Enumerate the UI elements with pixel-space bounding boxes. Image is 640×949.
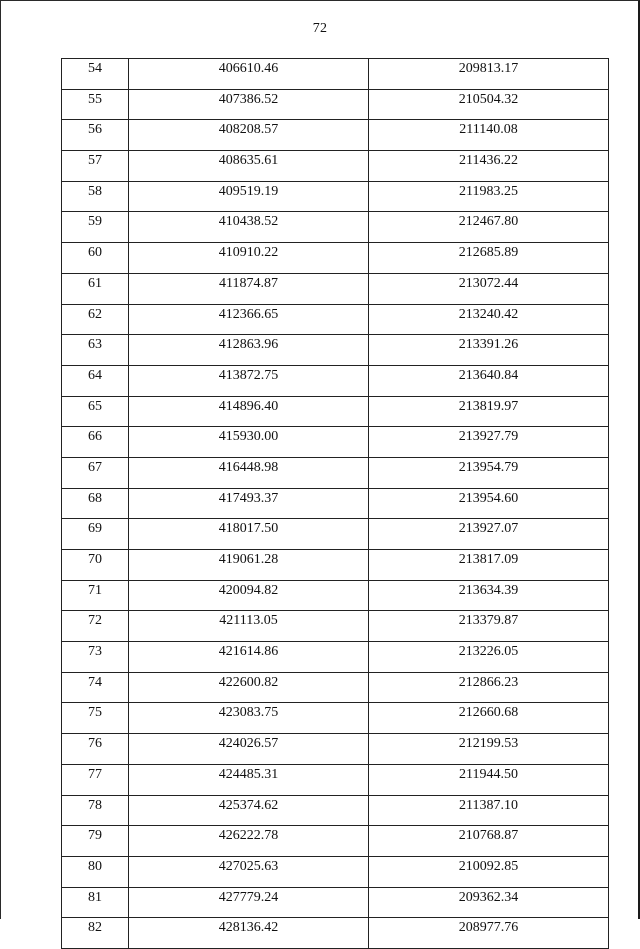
- point-number-cell: 70: [62, 550, 129, 581]
- x-coordinate-cell: 424026.57: [129, 734, 369, 765]
- point-number-cell: 67: [62, 457, 129, 488]
- page-number: 72: [312, 21, 328, 36]
- point-number-cell: 57: [62, 151, 129, 182]
- y-coordinate-cell: 211387.10: [369, 795, 609, 826]
- point-number-cell: 60: [62, 243, 129, 274]
- table-row: [62, 856, 609, 887]
- y-coordinate-cell: 213240.42: [369, 304, 609, 335]
- point-number-cell: 82: [62, 918, 129, 949]
- point-number-cell: 71: [62, 580, 129, 611]
- y-coordinate-cell: 213391.26: [369, 335, 609, 366]
- y-coordinate-cell: 213817.09: [369, 550, 609, 581]
- point-number-cell: 77: [62, 764, 129, 795]
- x-coordinate-cell: 417493.37: [129, 488, 369, 519]
- x-coordinate-cell: 423083.75: [129, 703, 369, 734]
- y-coordinate-cell: 213954.60: [369, 488, 609, 519]
- x-coordinate-cell: 410438.52: [129, 212, 369, 243]
- x-coordinate-cell: 411874.87: [129, 273, 369, 304]
- y-coordinate-cell: 210768.87: [369, 826, 609, 857]
- x-coordinate-cell: 416448.98: [129, 457, 369, 488]
- y-coordinate-cell: 213819.97: [369, 396, 609, 427]
- x-coordinate-cell: 427025.63: [129, 856, 369, 887]
- point-number-cell: 56: [62, 120, 129, 151]
- x-coordinate-cell: 408208.57: [129, 120, 369, 151]
- y-coordinate-cell: 213927.79: [369, 427, 609, 458]
- point-number-cell: 63: [62, 335, 129, 366]
- point-number-cell: 69: [62, 519, 129, 550]
- point-number-cell: 68: [62, 488, 129, 519]
- y-coordinate-cell: 210504.32: [369, 89, 609, 120]
- x-coordinate-cell: 406610.46: [129, 59, 369, 90]
- y-coordinate-cell: 208977.76: [369, 918, 609, 949]
- y-coordinate-cell: 211436.22: [369, 151, 609, 182]
- y-coordinate-cell: 209362.34: [369, 887, 609, 918]
- table-row: [62, 365, 609, 396]
- table-row: [62, 457, 609, 488]
- table-row: [62, 120, 609, 151]
- x-coordinate-cell: 419061.28: [129, 550, 369, 581]
- x-coordinate-cell: 420094.82: [129, 580, 369, 611]
- x-coordinate-cell: 418017.50: [129, 519, 369, 550]
- y-coordinate-cell: 212685.89: [369, 243, 609, 274]
- point-number-cell: 81: [62, 887, 129, 918]
- table-row: [62, 243, 609, 274]
- point-number-cell: 66: [62, 427, 129, 458]
- table-row: [62, 519, 609, 550]
- table-row: [62, 550, 609, 581]
- table-row: [62, 764, 609, 795]
- coordinates-table: [61, 58, 609, 949]
- y-coordinate-cell: 211944.50: [369, 764, 609, 795]
- table-row: [62, 273, 609, 304]
- x-coordinate-cell: 412863.96: [129, 335, 369, 366]
- table-row: [62, 151, 609, 182]
- point-number-cell: 75: [62, 703, 129, 734]
- y-coordinate-cell: 211983.25: [369, 181, 609, 212]
- y-coordinate-cell: 213634.39: [369, 580, 609, 611]
- point-number-cell: 61: [62, 273, 129, 304]
- table-row: [62, 59, 609, 90]
- point-number-cell: 65: [62, 396, 129, 427]
- y-coordinate-cell: 211140.08: [369, 120, 609, 151]
- y-coordinate-cell: 210092.85: [369, 856, 609, 887]
- table-row: [62, 181, 609, 212]
- coordinates-table-body: [62, 59, 609, 949]
- point-number-cell: 73: [62, 642, 129, 673]
- y-coordinate-cell: 213226.05: [369, 642, 609, 673]
- y-coordinate-cell: 212199.53: [369, 734, 609, 765]
- y-coordinate-cell: 212467.80: [369, 212, 609, 243]
- x-coordinate-cell: 409519.19: [129, 181, 369, 212]
- table-row: [62, 304, 609, 335]
- x-coordinate-cell: 410910.22: [129, 243, 369, 274]
- table-row: [62, 642, 609, 673]
- table-row: [62, 703, 609, 734]
- x-coordinate-cell: 412366.65: [129, 304, 369, 335]
- point-number-cell: 55: [62, 89, 129, 120]
- x-coordinate-cell: 428136.42: [129, 918, 369, 949]
- point-number-cell: 54: [62, 59, 129, 90]
- table-row: [62, 427, 609, 458]
- table-row: [62, 672, 609, 703]
- point-number-cell: 76: [62, 734, 129, 765]
- x-coordinate-cell: 421113.05: [129, 611, 369, 642]
- y-coordinate-cell: 212660.68: [369, 703, 609, 734]
- y-coordinate-cell: 213072.44: [369, 273, 609, 304]
- x-coordinate-cell: 421614.86: [129, 642, 369, 673]
- y-coordinate-cell: 213954.79: [369, 457, 609, 488]
- y-coordinate-cell: 213927.07: [369, 519, 609, 550]
- x-coordinate-cell: 422600.82: [129, 672, 369, 703]
- table-row: [62, 611, 609, 642]
- table-row: [62, 488, 609, 519]
- table-row: [62, 396, 609, 427]
- point-number-cell: 74: [62, 672, 129, 703]
- table-row: [62, 734, 609, 765]
- point-number-cell: 64: [62, 365, 129, 396]
- x-coordinate-cell: 425374.62: [129, 795, 369, 826]
- x-coordinate-cell: 408635.61: [129, 151, 369, 182]
- x-coordinate-cell: 415930.00: [129, 427, 369, 458]
- y-coordinate-cell: 209813.17: [369, 59, 609, 90]
- point-number-cell: 72: [62, 611, 129, 642]
- x-coordinate-cell: 407386.52: [129, 89, 369, 120]
- y-coordinate-cell: 213379.87: [369, 611, 609, 642]
- table-row: [62, 918, 609, 949]
- point-number-cell: 58: [62, 181, 129, 212]
- x-coordinate-cell: 426222.78: [129, 826, 369, 857]
- x-coordinate-cell: 414896.40: [129, 396, 369, 427]
- table-row: [62, 580, 609, 611]
- y-coordinate-cell: 213640.84: [369, 365, 609, 396]
- x-coordinate-cell: 424485.31: [129, 764, 369, 795]
- point-number-cell: 79: [62, 826, 129, 857]
- table-row: [62, 795, 609, 826]
- point-number-cell: 59: [62, 212, 129, 243]
- table-row: [62, 826, 609, 857]
- point-number-cell: 78: [62, 795, 129, 826]
- table-row: [62, 887, 609, 918]
- point-number-cell: 62: [62, 304, 129, 335]
- x-coordinate-cell: 427779.24: [129, 887, 369, 918]
- table-row: [62, 89, 609, 120]
- x-coordinate-cell: 413872.75: [129, 365, 369, 396]
- table-row: [62, 335, 609, 366]
- point-number-cell: 80: [62, 856, 129, 887]
- table-row: [62, 212, 609, 243]
- y-coordinate-cell: 212866.23: [369, 672, 609, 703]
